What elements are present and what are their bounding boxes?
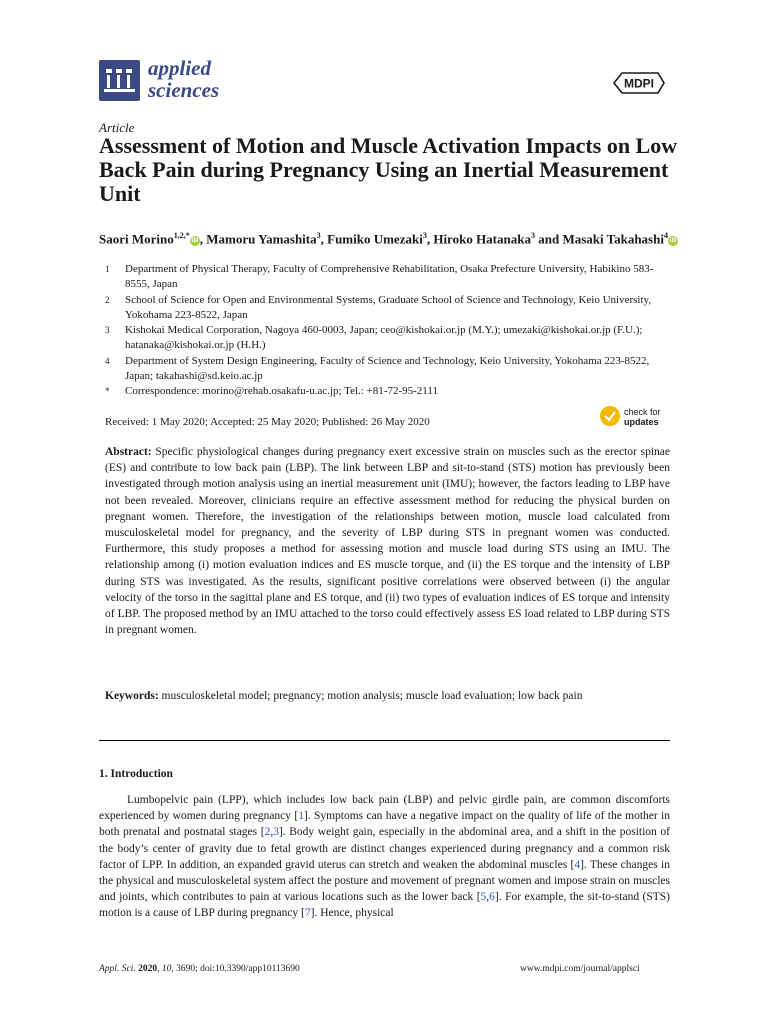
affiliation-list	[105, 262, 675, 400]
updates-label	[624, 407, 661, 427]
reference-link[interactable]: 7	[304, 907, 311, 920]
citation-volume: 10	[161, 964, 172, 974]
reference-link[interactable]: 1	[298, 810, 304, 823]
affiliation-item	[105, 354, 675, 385]
body-text: ,	[486, 891, 490, 904]
citation-year: 2020	[138, 964, 158, 974]
check-for-updates-button[interactable]	[600, 406, 670, 430]
page-title: Assessment of Motion and Muscle Activation Impacts on Low Back Pain during Pregnancy Using an Inertial Measurement Unit	[99, 133, 678, 206]
publisher-name: MDPI	[624, 76, 654, 91]
affiliation-marker: 4	[105, 355, 110, 366]
journal-url-link[interactable]: www.mdpi.com/journal/applsci	[520, 964, 640, 974]
publisher-logo	[612, 71, 666, 95]
affiliation-marker: 3	[105, 325, 110, 336]
affiliation-text: School of Science for Open and Environmental Systems, Graduate School of Science and Technology, Keio University, Yokohama 223-8522, Japan	[125, 293, 652, 321]
abstract-label: Abstract:	[105, 446, 152, 458]
author-affiliation-marker: 3	[422, 231, 427, 240]
updates-icon	[600, 406, 620, 426]
citation-rest: , 3690; doi:10.3390/app10113690	[171, 964, 300, 974]
orcid-icon[interactable]: iD	[191, 237, 199, 245]
author-separator: and	[534, 231, 563, 247]
orcid-icon[interactable]: iD	[669, 237, 677, 245]
reference-link[interactable]: 3	[273, 826, 279, 839]
keywords	[105, 688, 670, 704]
affiliation-marker: 1	[105, 264, 110, 274]
journal-name-line1: applied	[148, 56, 211, 80]
reference-link[interactable]: 5	[480, 891, 487, 904]
affiliation-marker: *	[105, 386, 110, 397]
journal-name	[148, 57, 219, 101]
author-list	[99, 226, 679, 248]
body-text: ]. Hence, physical	[310, 907, 394, 920]
section-divider	[99, 740, 670, 741]
body-text: ]. For example, the sit-to-stand (STS) motion is a cause of LBP during pregnancy [	[99, 891, 671, 920]
author-affiliation-marker: 3	[530, 231, 535, 240]
affiliation-text: Department of Physical Therapy, Faculty of Comprehensive Rehabilitation, Osaka Prefecture University, Habikino 583-8555, Japan	[125, 263, 654, 291]
affiliation-item	[105, 384, 675, 399]
author-name: Masaki Takahashi	[562, 231, 664, 247]
reference-link[interactable]: 6	[489, 891, 495, 904]
author-affiliation-marker: 4	[663, 231, 668, 240]
body-text: ]. Symptoms can have a negative impact on the quality of life of the mother in both prenatal and postnatal stages [	[99, 810, 670, 839]
keywords-text: musculoskeletal model; pregnancy; motion analysis; muscle load evaluation; low back pain	[161, 690, 583, 702]
citation-footer: Appl. Sci. 2020, 10, 3690; doi:10.3390/app10113690	[99, 964, 300, 974]
body-paragraph	[99, 792, 670, 922]
affiliation-text: Correspondence: morino@rehab.osakafu-u.ac.jp; Tel.: +81-72-95-2111	[125, 385, 438, 398]
abstract-text: Specific physiological changes during pregnancy exert excessive strain on muscles such as the erector spinae (ES) and contribute to low back pain (LBP). The link between LBP and sit-to-stand (STS) motion has previously been investigated through motion analysis using an inertial measurement unit (IMU); however, the factors leading to LBP have not been revealed. Moreover, clinicians require an effective assessment method for reducing the physical burden on pregnant women. Therefore, the investigation of the relationships between motion, muscle load calculated from musculoskeletal model for pregnancy, and the severity of LBP during STS in pregnant women was conducted. Furthermore, this study proposes a method for assessing motion and muscle load during STS using an IMU. The relationship among (i) motion evaluation indices and ES muscle torque, and (ii) the ES torque and the intensity of LBP during STS was investigated. As the results, significant positive correlations were observed between (i) the angular velocity of the torso in the sagittal plane and ES torque, and (ii) two types of evaluation indices of ES torque and intensity of LBP. The proposed method by an IMU attached to the torso could effectively assess ES load related to LBP during STS in pregnant women.	[105, 446, 671, 637]
author-affiliation-marker: 1,2,*	[173, 231, 190, 240]
author-name: Mamoru Yamashita	[206, 231, 317, 247]
author-name: Saori Morino	[99, 231, 174, 247]
reference-link[interactable]: 4	[574, 858, 581, 871]
journal-name-line2: sciences	[148, 78, 220, 102]
body-text: ,	[270, 826, 274, 839]
affiliation-item	[105, 323, 675, 354]
author-affiliation-marker: 3	[316, 231, 321, 240]
article-type: Article	[99, 120, 135, 135]
publication-dates: Received: 1 May 2020; Accepted: 25 May 2020; Published: 26 May 2020	[105, 416, 430, 428]
body-text: Lumbopelvic pain (LPP), which includes low back pain (LBP) and pelvic girdle pain, are common discomforts experienced by women during pregnancy [	[99, 794, 670, 823]
updates-label-line2: updates	[624, 417, 659, 427]
body-text: ]. Body weight gain, especially in the abdominal area, and a shift in the position of the body’s center of gravity due to fetal growth are distinct changes experienced during pregnancy and a common risk factor of LPP. In addition, an expanded gravid uterus can stretch and weaken the abdominal muscles [	[99, 826, 670, 871]
affiliation-item	[105, 293, 675, 324]
body-text: ]. These changes in the physical and musculoskeletal system affect the posture and movement of pregnant women and impose strain on muscles and joints, which contributes to pain at various locations such as the lower back [	[99, 858, 670, 904]
affiliation-text: Department of System Design Engineering, Faculty of Science and Technology, Keio University, Yokohama 223-8522, Japan; takahashi@sd.keio.ac.jp	[125, 354, 650, 383]
keywords-label: Keywords:	[105, 690, 159, 702]
author-name: Hiroko Hatanaka	[433, 231, 531, 247]
journal-abbr: Appl. Sci.	[99, 964, 136, 974]
affiliation-text: Kishokai Medical Corporation, Nagoya 460-0003, Japan; ceo@kishokai.or.jp (M.Y.); umezaki@kishokai.or.jp (F.U.); hatanaka@kishokai.or.jp (H.H.)	[125, 324, 643, 352]
journal-logo-icon	[99, 60, 140, 101]
affiliation-marker: 2	[105, 294, 110, 305]
author-separator: ,	[199, 231, 207, 247]
author-separator: ,	[426, 231, 434, 247]
affiliation-item	[105, 262, 675, 293]
abstract	[105, 444, 670, 638]
author-separator: ,	[320, 231, 328, 247]
updates-label-line1: check for	[624, 407, 661, 417]
author-name: Fumiko Umezaki	[327, 231, 423, 247]
reference-link[interactable]: 2	[264, 826, 271, 839]
section-heading: 1. Introduction	[99, 768, 173, 780]
